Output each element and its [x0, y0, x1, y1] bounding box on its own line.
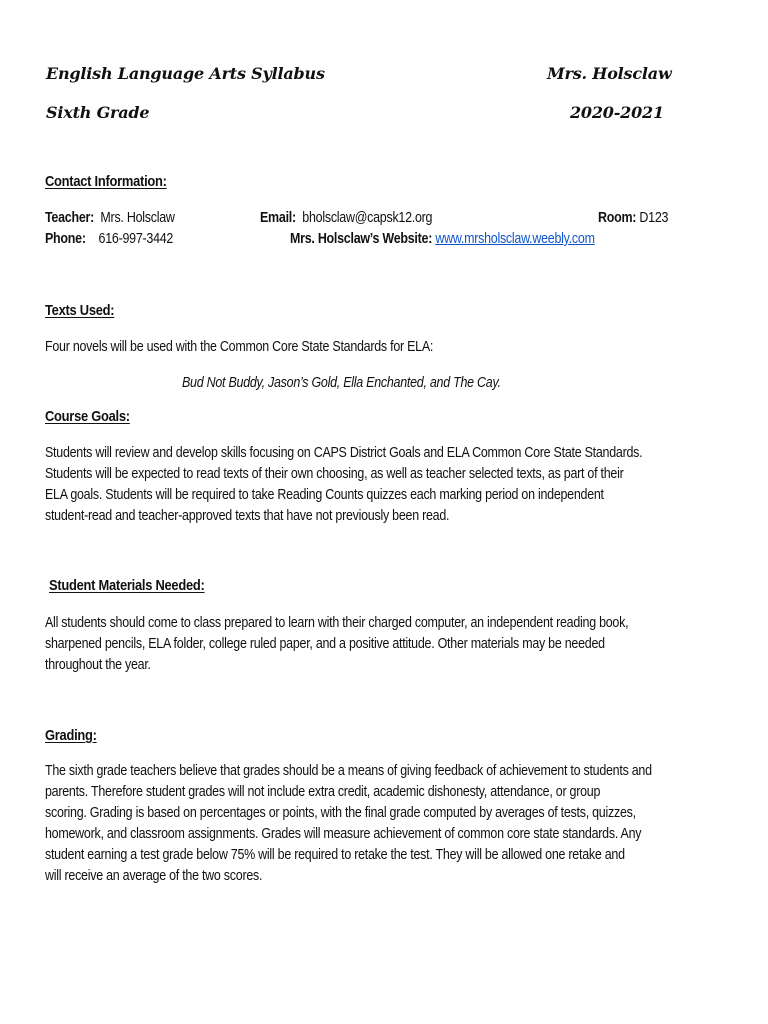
- school-year: 2020-2021: [570, 103, 664, 122]
- course-goals-line: Students will review and develop skills focusing on CAPS District Goals and ELA Common Core State Standards.: [45, 445, 643, 461]
- email-row: [260, 208, 432, 229]
- grade-level: Sixth Grade: [46, 103, 150, 122]
- contact-heading: Contact Information:: [45, 173, 167, 190]
- website-row: [290, 229, 595, 250]
- materials-heading: Student Materials Needed:: [49, 577, 205, 594]
- grading-line: homework, and classroom assignments. Grades will measure achievement of common core state standards. Any: [45, 826, 642, 842]
- grading-line: scoring. Grading is based on percentages or points, with the final grade computed by averages of tests, quizzes,: [45, 805, 636, 821]
- course-goals-line: ELA goals. Students will be required to take Reading Counts quizzes each marking period on independent: [45, 487, 604, 503]
- room-label: Room:: [598, 210, 637, 226]
- grading-line: will receive an average of the two scores.: [45, 868, 263, 884]
- materials-paragraph: [45, 613, 724, 676]
- texts-used-intro: Four novels will be used with the Common Core State Standards for ELA:: [45, 339, 434, 355]
- header-teacher-name: Mrs. Holsclaw: [547, 64, 672, 83]
- texts-used-heading: Texts Used:: [45, 302, 115, 319]
- course-goals-heading: Course Goals:: [45, 408, 130, 425]
- website-link[interactable]: www.mrsholsclaw.weebly.com: [435, 231, 595, 247]
- novel-list: Bud Not Buddy, Jason’s Gold, Ella Enchanted, and The Cay.: [182, 375, 501, 391]
- grading-heading: Grading:: [45, 727, 97, 744]
- email-label: Email:: [260, 210, 296, 226]
- teacher-row: [45, 208, 175, 229]
- course-goals-line: Students will be expected to read texts of their own choosing, as well as teacher selected texts, as part of their: [45, 466, 624, 482]
- teacher-value: Mrs. Holsclaw: [100, 210, 175, 226]
- phone-label: Phone:: [45, 231, 86, 247]
- phone-value: 616-997-3442: [98, 231, 174, 247]
- room-value: D123: [639, 210, 669, 226]
- phone-row: [45, 229, 173, 250]
- email-value: bholsclaw@capsk12.org: [302, 210, 433, 226]
- course-goals-line: student-read and teacher-approved texts that have not previously been read.: [45, 508, 450, 524]
- materials-line: sharpened pencils, ELA folder, college ruled paper, and a positive attitude. Other materials may be needed: [45, 636, 605, 652]
- syllabus-title: English Language Arts Syllabus: [46, 64, 325, 83]
- website-label: Mrs. Holsclaw’s Website:: [290, 231, 433, 247]
- materials-line: All students should come to class prepared to learn with their charged computer, an independent reading book,: [45, 615, 629, 631]
- teacher-label: Teacher:: [45, 210, 94, 226]
- grading-line: student earning a test grade below 75% will be required to retake the test. They will be allowed one retake and: [45, 847, 625, 863]
- grading-line: parents. Therefore student grades will not include extra credit, academic dishonesty, attendance, or group: [45, 784, 601, 800]
- grading-paragraph: [45, 761, 724, 887]
- room-row: [598, 208, 668, 229]
- course-goals-paragraph: [45, 443, 724, 527]
- materials-line: throughout the year.: [45, 657, 151, 673]
- grading-line: The sixth grade teachers believe that grades should be a means of giving feedback of achievement to students and: [45, 763, 652, 779]
